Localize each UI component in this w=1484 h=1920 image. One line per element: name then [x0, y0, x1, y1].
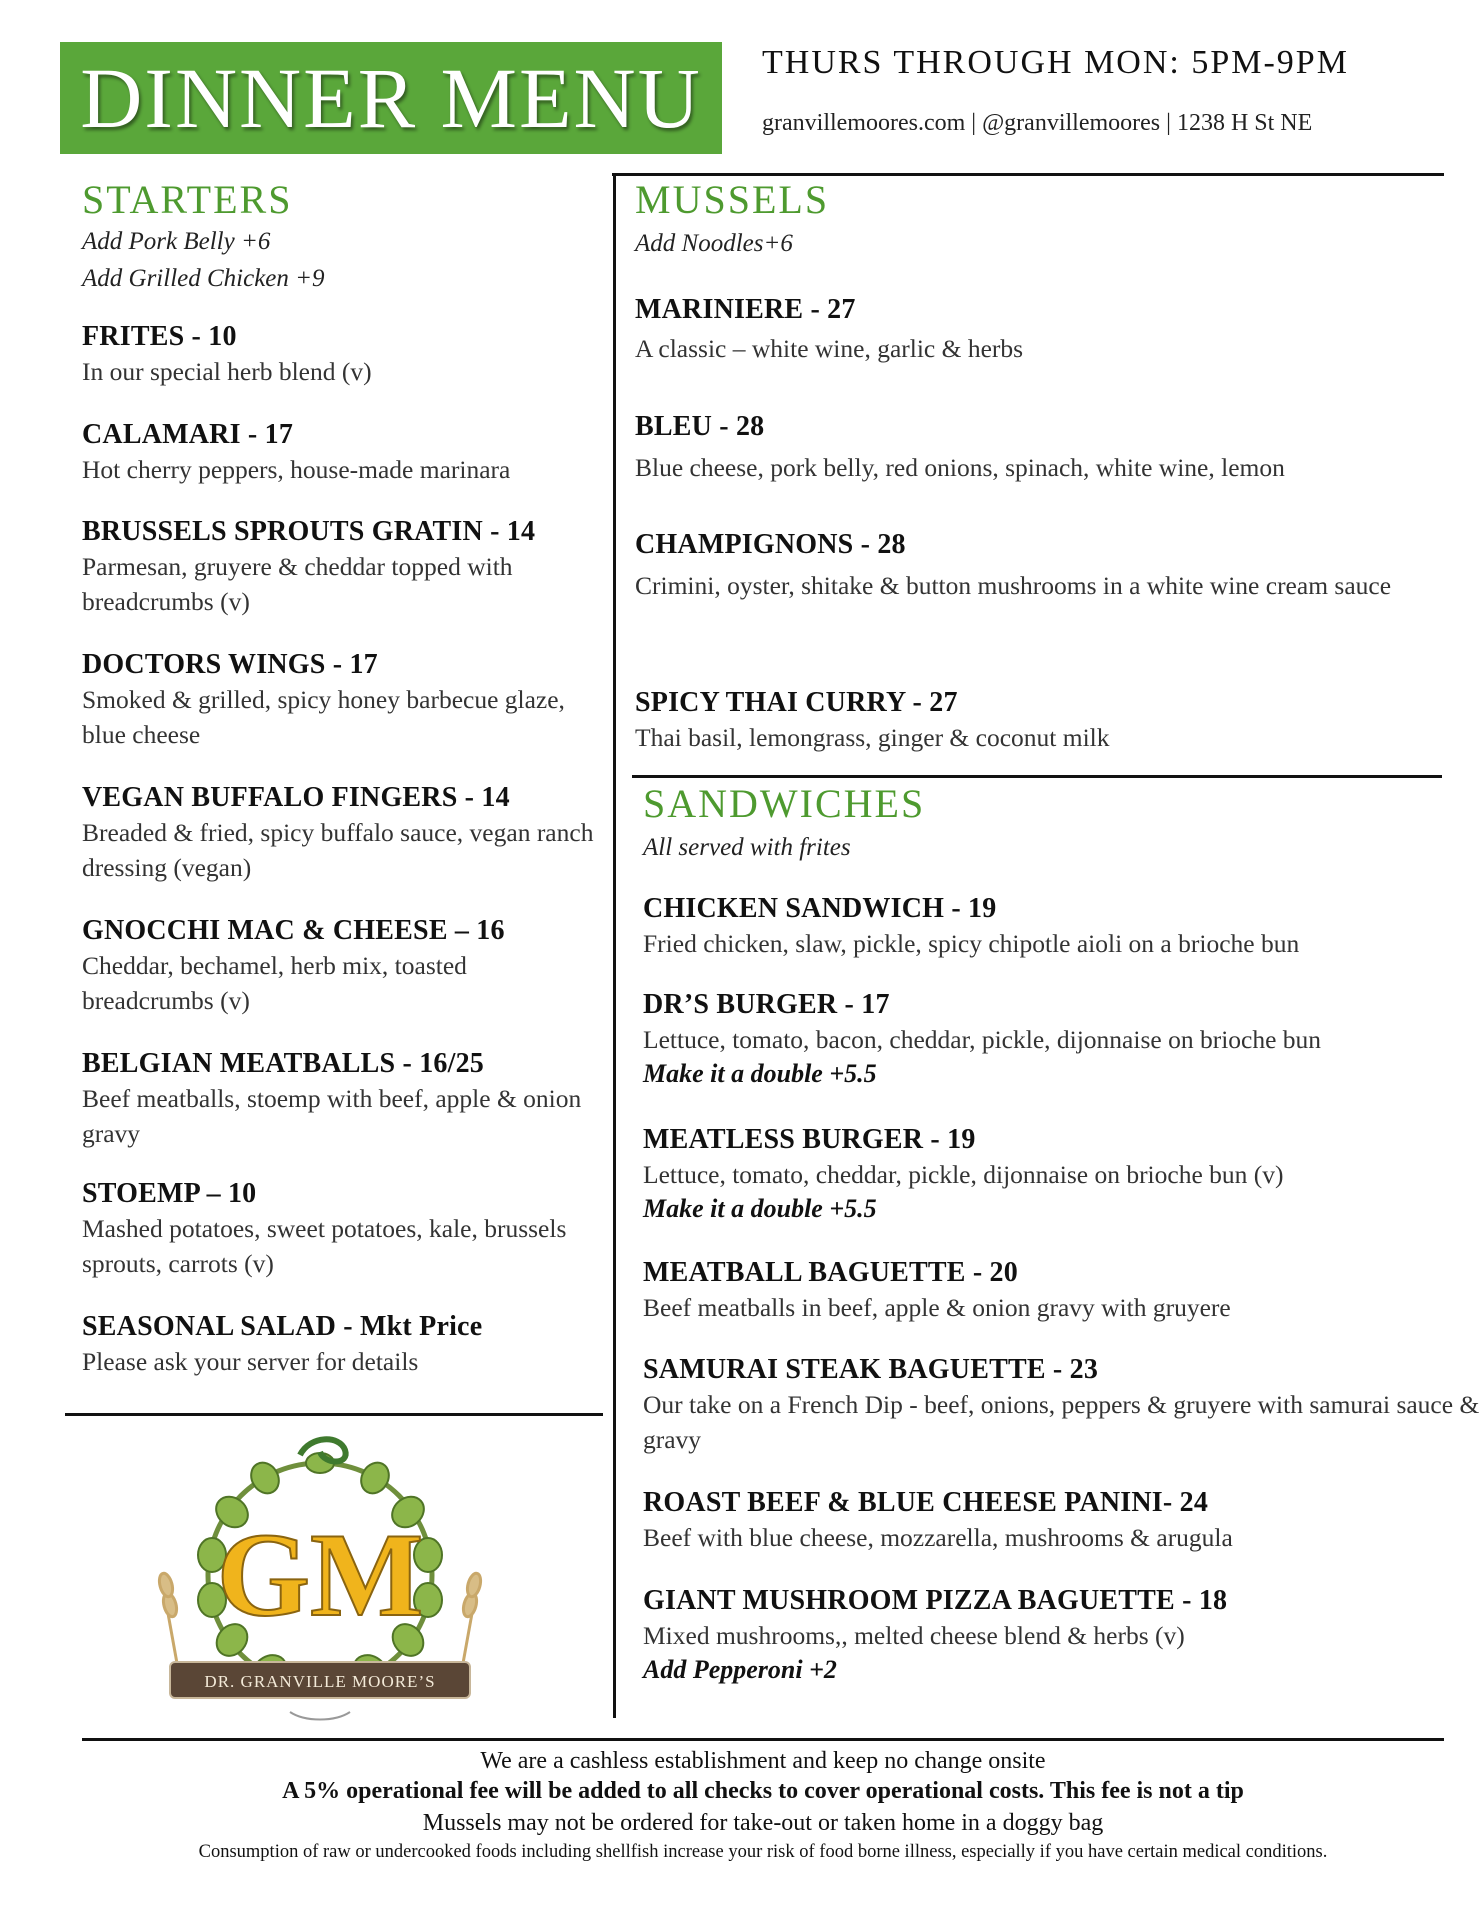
- menu-item: [643, 892, 1484, 961]
- menu-item: [82, 320, 602, 389]
- logo-banner-text: DR. GRANVILLE MOORE’S: [204, 1672, 436, 1691]
- item-description: Thai basil, lemongrass, ginger & coconut milk: [635, 722, 1110, 752]
- menu-item: [635, 528, 1484, 606]
- contact-line: granvillemoores.com | @granvillemoores | 1238 H St NE: [762, 110, 1313, 136]
- item-description: Beef with blue cheese, mozzarella, mushrooms & arugula: [643, 1522, 1233, 1552]
- food-safety-disclaimer: Consumption of raw or undercooked foods including shellfish increase your risk of food borne illness, especially if you have certain medical conditions.: [198, 1842, 1328, 1862]
- menu-item: [82, 1177, 602, 1281]
- item-description: A classic – white wine, garlic & herbs: [635, 333, 1024, 363]
- item-description: Lettuce, tomato, cheddar, pickle, dijonnaise on brioche bun (v): [643, 1159, 1284, 1189]
- menu-item: [82, 648, 602, 752]
- item-name: SAMURAI STEAK BAGUETTE - 23: [643, 1354, 1099, 1385]
- cashless-notice: We are a cashless establishment and keep no change onsite: [480, 1748, 1046, 1774]
- item-name: BLEU - 28: [635, 411, 765, 442]
- logo-monogram: GM: [216, 1508, 424, 1641]
- item-name: MEATLESS BURGER - 19: [643, 1124, 976, 1155]
- item-name: ROAST BEEF & BLUE CHEESE PANINI- 24: [643, 1487, 1209, 1518]
- menu-item: [643, 988, 1484, 1091]
- item-description: Breaded & fried, spicy buffalo sauce, vegan ranch dressing (vegan): [82, 817, 594, 882]
- menu-item: [635, 293, 1484, 366]
- item-name: FRITES - 10: [82, 321, 237, 352]
- menu-item: [643, 1584, 1484, 1687]
- item-description: Hot cherry peppers, house-made marinara: [82, 454, 511, 484]
- item-name: CALAMARI - 17: [82, 419, 294, 450]
- operational-fee-notice: A 5% operational fee will be added to all checks to cover operational costs. This fee is not a tip: [282, 1778, 1244, 1804]
- sandwiches-title: SANDWICHES: [643, 781, 926, 826]
- item-name: BRUSSELS SPROUTS GRATIN - 14: [82, 516, 536, 547]
- top-divider: [612, 173, 1444, 176]
- menu-title: DINNER MENU: [80, 50, 702, 146]
- item-name: MEATBALL BAGUETTE - 20: [643, 1257, 1018, 1288]
- menu-item: [643, 1353, 1484, 1457]
- starters-note: Add Grilled Chicken +9: [82, 265, 325, 292]
- item-description: In our special herb blend (v): [82, 356, 372, 386]
- item-description: Beef meatballs, stoemp with beef, apple & onion gravy: [82, 1083, 582, 1148]
- menu-item: [635, 410, 1484, 485]
- item-description: Parmesan, gruyere & cheddar topped with breadcrumbs (v): [82, 551, 513, 616]
- item-description: Beef meatballs in beef, apple & onion gravy with gruyere: [643, 1292, 1231, 1322]
- item-description: Mashed potatoes, sweet potatoes, kale, brussels sprouts, carrots (v): [82, 1213, 567, 1278]
- starters-note: Add Pork Belly +6: [82, 228, 271, 255]
- item-name: DOCTORS WINGS - 17: [82, 649, 378, 680]
- item-name: SEASONAL SALAD - Mkt Price: [82, 1311, 483, 1342]
- footer-divider: [82, 1738, 1444, 1741]
- mussels-bottom-divider: [632, 775, 1442, 778]
- item-name: DR’S BURGER - 17: [643, 989, 890, 1020]
- granville-moores-logo: [140, 1430, 500, 1730]
- starters-bottom-divider: [65, 1413, 603, 1416]
- menu-item: [643, 1256, 1484, 1325]
- item-description: Please ask your server for details: [82, 1346, 419, 1376]
- item-description: Cheddar, bechamel, herb mix, toasted breadcrumbs (v): [82, 950, 467, 1015]
- item-description: Lettuce, tomato, bacon, cheddar, pickle, dijonnaise on brioche bun: [643, 1024, 1322, 1054]
- item-description: Mixed mushrooms,, melted cheese blend & herbs (v): [643, 1620, 1185, 1650]
- menu-item: [643, 1486, 1484, 1555]
- item-name: SPICY THAI CURRY - 27: [635, 687, 958, 718]
- menu-title-banner: [60, 42, 722, 154]
- item-addon: Make it a double +5.5: [643, 1058, 877, 1088]
- starters-title: STARTERS: [82, 177, 293, 222]
- menu-item: [82, 418, 602, 487]
- item-name: VEGAN BUFFALO FINGERS - 14: [82, 782, 510, 813]
- item-addon: Make it a double +5.5: [643, 1193, 877, 1223]
- item-description: Blue cheese, pork belly, red onions, spinach, white wine, lemon: [635, 452, 1285, 482]
- menu-item: [82, 515, 602, 619]
- menu-item: [643, 1123, 1484, 1226]
- opening-hours: THURS THROUGH MON: 5PM-9PM: [762, 44, 1349, 81]
- item-name: CHICKEN SANDWICH - 19: [643, 893, 997, 924]
- item-description: Crimini, oyster, shitake & button mushrooms in a white wine cream sauce: [635, 570, 1392, 600]
- column-divider: [613, 173, 616, 1718]
- menu-item: [82, 1310, 602, 1379]
- mussels-title: MUSSELS: [635, 177, 830, 222]
- item-name: BELGIAN MEATBALLS - 16/25: [82, 1048, 484, 1079]
- item-name: GNOCCHI MAC & CHEESE – 16: [82, 915, 505, 946]
- item-name: STOEMP – 10: [82, 1178, 257, 1209]
- item-description: Fried chicken, slaw, pickle, spicy chipotle aioli on a brioche bun: [643, 928, 1300, 958]
- item-name: GIANT MUSHROOM PIZZA BAGUETTE - 18: [643, 1585, 1228, 1616]
- menu-item: [82, 1047, 602, 1151]
- item-addon: Add Pepperoni +2: [643, 1654, 837, 1684]
- sandwiches-note: All served with frites: [643, 834, 851, 861]
- mussels-note: Add Noodles+6: [635, 230, 793, 257]
- item-name: CHAMPIGNONS - 28: [635, 529, 906, 560]
- menu-item: [82, 914, 602, 1018]
- menu-item: [82, 781, 602, 885]
- menu-item: [635, 686, 1484, 755]
- flourish-icon: [290, 1712, 350, 1720]
- item-description: Our take on a French Dip - beef, onions, peppers & gruyere with samurai sauce & gravy: [643, 1389, 1480, 1454]
- item-name: MARINIERE - 27: [635, 294, 856, 325]
- mussels-takeout-notice: Mussels may not be ordered for take-out or taken home in a doggy bag: [422, 1810, 1104, 1836]
- item-description: Smoked & grilled, spicy honey barbecue glaze, blue cheese: [82, 684, 565, 749]
